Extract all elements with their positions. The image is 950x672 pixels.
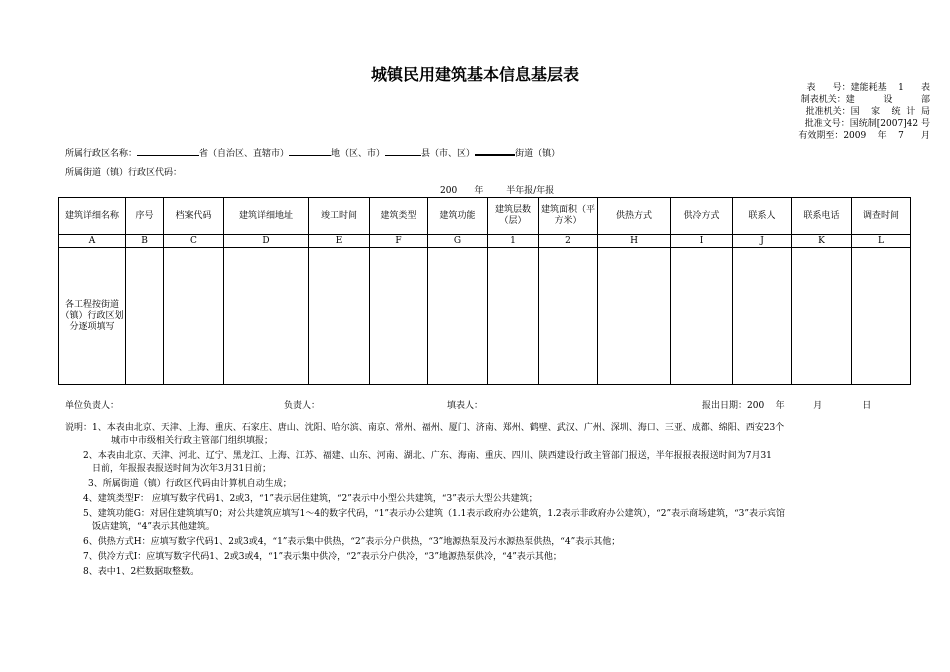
code-cell: L (852, 235, 911, 248)
entry-cell[interactable] (488, 248, 539, 385)
unit-head-label: 单位负责人： (65, 401, 120, 411)
code-cell: E (309, 235, 370, 248)
header-cell: 联系电话 (792, 198, 852, 235)
code-cell: 1 (488, 235, 539, 248)
header-cell: 供热方式 (598, 198, 671, 235)
form-meta (740, 82, 930, 142)
notes-section (65, 422, 905, 581)
meta-form-number: 表 号：建能耗基 1 表 (806, 83, 930, 93)
street-label: 街道（镇） (515, 149, 561, 159)
header-cell: 竣工时间 (309, 198, 370, 235)
code-cell: I (671, 235, 733, 248)
code-cell: 2 (539, 235, 598, 248)
report-period: 200 年 半年报/年报 (440, 186, 555, 196)
code-cell: K (792, 235, 852, 248)
header-cell: 建筑详细名称 (59, 198, 126, 235)
entry-cell[interactable] (733, 248, 792, 385)
entry-cell[interactable] (370, 248, 428, 385)
entry-cell[interactable] (598, 248, 671, 385)
code-cell: B (126, 235, 164, 248)
building-info-table (58, 197, 911, 385)
street-blank[interactable] (475, 146, 515, 156)
note-item: 8、表中1、2栏数据取整数。 (83, 567, 200, 577)
region-label: 所属行政区名称： (65, 149, 138, 159)
code-cell: G (428, 235, 488, 248)
entry-cell[interactable] (428, 248, 488, 385)
code-cell: H (598, 235, 671, 248)
code-cell: D (224, 235, 309, 248)
note-item: 6、供热方式H：应填写数字代码1、2或3或4，“1”表示集中供热，“2”表示分户供热，“3”地源热泵及污水源热泵供热，“4”表示其他； (83, 537, 621, 547)
header-cell: 档案代码 (164, 198, 224, 235)
county-blank[interactable] (385, 147, 421, 156)
filler-label: 填表人： (447, 401, 484, 411)
header-row (59, 198, 911, 235)
meta-approving-agency: 批准机关：国 家 统 计 局 (805, 107, 930, 117)
header-cell: 调查时间 (852, 198, 911, 235)
data-entry-row (59, 248, 911, 385)
street-code-label: 所属街道（镇）行政区代码： (65, 168, 183, 178)
entry-cell[interactable] (539, 248, 598, 385)
region-line (65, 146, 560, 159)
code-row (59, 235, 911, 248)
note-item: 7、供冷方式I：应填写数字代码1、2或3或4，“1”表示集中供冷，“2”表示分户供冷，“3”地源热泵供冷，“4”表示其他； (83, 552, 562, 562)
entry-cell[interactable] (309, 248, 370, 385)
code-cell: F (370, 235, 428, 248)
province-blank[interactable] (137, 147, 199, 156)
province-label: 省（自治区、直辖市） (199, 149, 290, 159)
header-cell: 建筑功能 (428, 198, 488, 235)
head-label: 负责人： (284, 401, 321, 411)
note-item: 说明：1、本表由北京、天津、上海、重庆、石家庄、唐山、沈阳、哈尔滨、南京、常州、福州、厦门、济南、郑州、鹤壁、武汉、广州、深圳、海口、三亚、成都、绵阳、西安23个 (65, 423, 785, 433)
prefecture-label: 地（区、市） (331, 149, 386, 159)
prefecture-blank[interactable] (289, 147, 331, 156)
entry-cell[interactable] (671, 248, 733, 385)
report-date-label: 报出日期：200 年 月 日 (702, 401, 872, 411)
header-cell: 建筑详细地址 (224, 198, 309, 235)
header-cell: 建筑层数（层） (488, 198, 539, 235)
entry-cell[interactable] (164, 248, 224, 385)
header-cell: 联系人 (733, 198, 792, 235)
code-cell: J (733, 235, 792, 248)
meta-issuing-agency: 制表机关：建 设 部 (800, 95, 930, 105)
code-cell: A (59, 235, 126, 248)
entry-cell[interactable] (852, 248, 911, 385)
entry-cell[interactable] (126, 248, 164, 385)
note-item: 3、所属街道（镇）行政区代码由计算机自动生成； (88, 479, 292, 489)
note-item: 4、建筑类型F： 应填写数字代码1、2或3，“1”表示居住建筑，“2”表示中小型公共建筑，“3”表示大型公共建筑； (83, 494, 538, 504)
entry-cell[interactable] (224, 248, 309, 385)
entry-cell[interactable] (792, 248, 852, 385)
note-item: 城市中市级相关行政主管部门组织填报； (111, 436, 274, 446)
meta-valid-until: 有效期至：2009 年 7 月 (798, 131, 930, 141)
note-item: 饭店建筑，“4”表示其他建筑。 (92, 522, 215, 532)
note-item: 日前，年报报表报送时间为次年3月31日前； (92, 464, 272, 474)
header-cell: 供冷方式 (671, 198, 733, 235)
note-item: 5、建筑功能G：对居住建筑填写0；对公共建筑应填写1～4的数字代码，“1”表示办公建筑（1.1表示政府办公建筑，1.2表示非政府办公建筑），“2”表示商场建筑，“3”表示宾馆 (83, 509, 786, 519)
first-column-note: 各工程按街道（镇）行政区划分逐项填写 (59, 248, 126, 385)
page-title: 城镇民用建筑基本信息基层表 (370, 65, 579, 84)
header-cell: 建筑面积（平方米） (539, 198, 598, 235)
header-cell: 序号 (126, 198, 164, 235)
code-cell: C (164, 235, 224, 248)
county-label: 县（市、区） (421, 149, 476, 159)
header-cell: 建筑类型 (370, 198, 428, 235)
note-item: 2、本表由北京、天津、河北、辽宁、黑龙江、上海、江苏、福建、山东、河南、湖北、广东、海南、重庆、四川、陕西建设行政主管部门报送，半年报报表报送时间为7月31 (83, 451, 772, 461)
meta-approval-number: 批准文号：国统制[2007]42 号 (804, 119, 930, 129)
